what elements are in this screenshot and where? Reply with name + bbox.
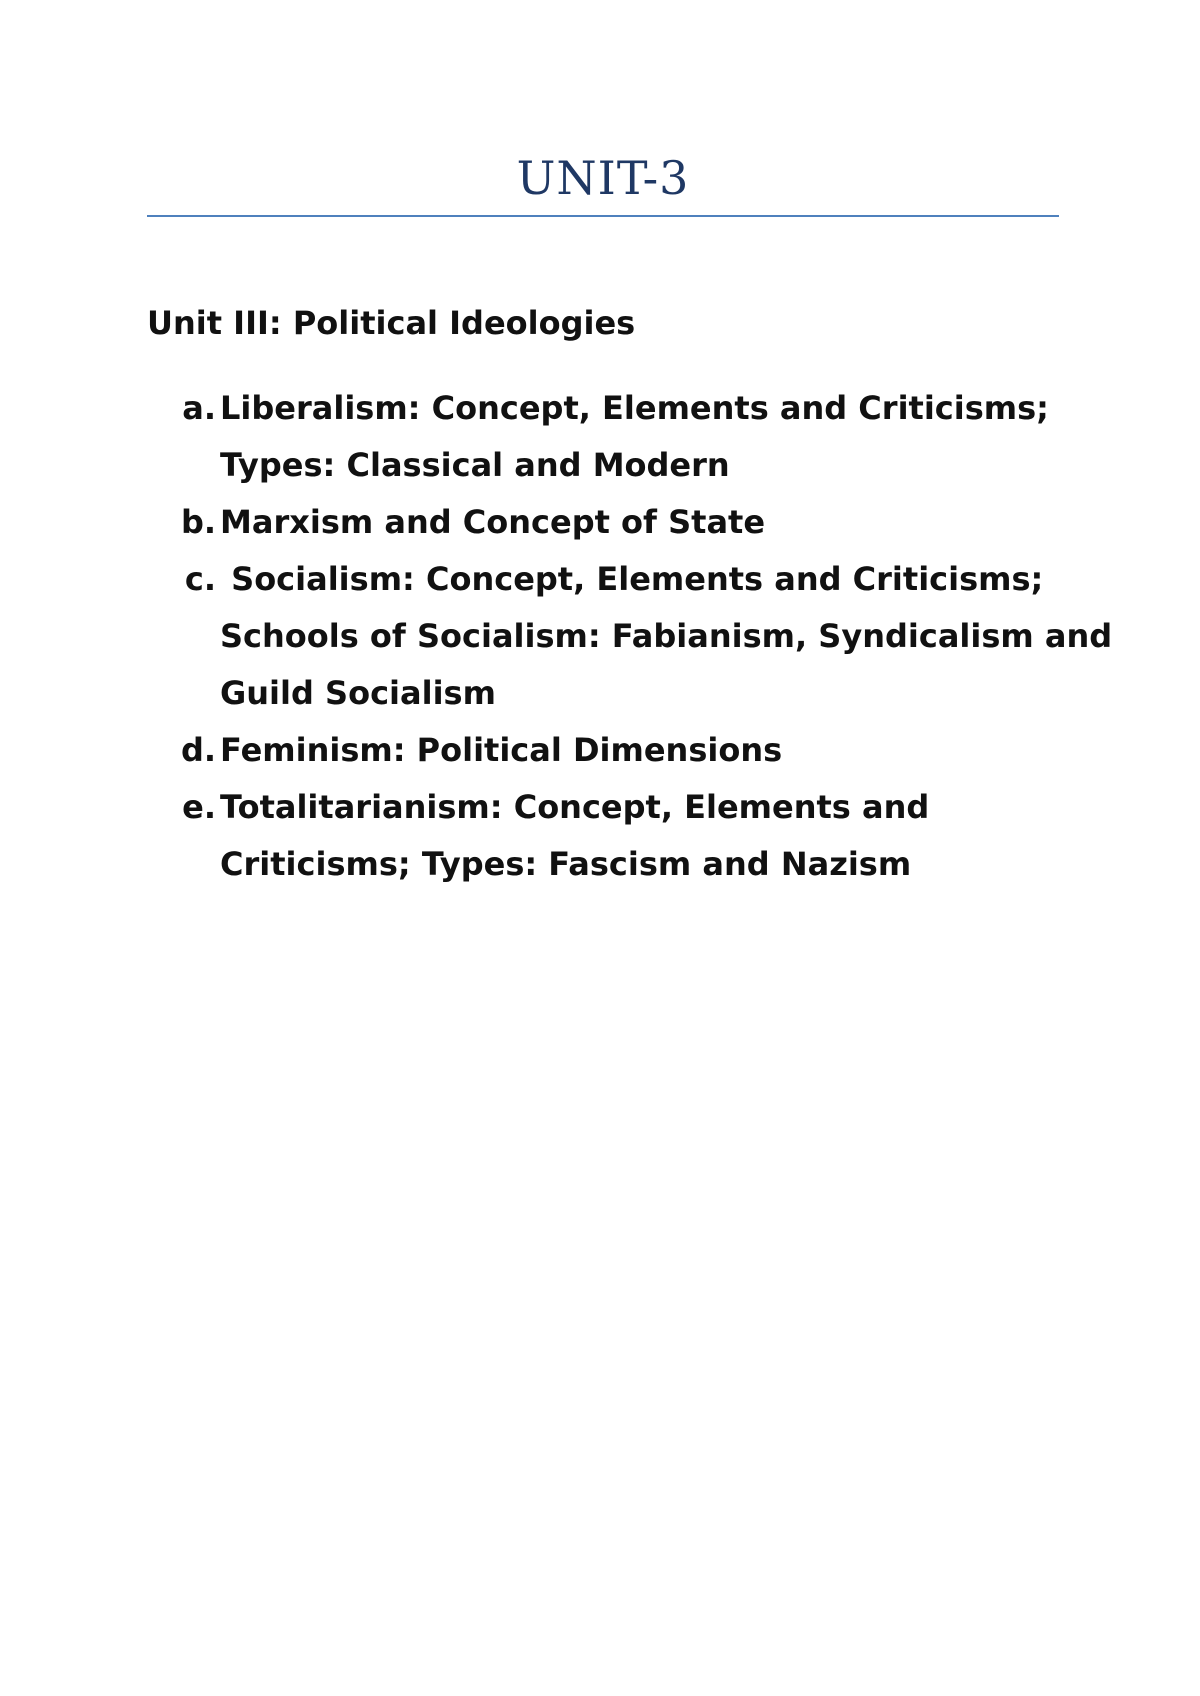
- list-item-text: [220, 380, 1067, 494]
- list-item-text: [220, 494, 1067, 551]
- list-item: [147, 722, 1067, 779]
- list-marker: e.: [182, 788, 216, 826]
- list-item-line: Guild Socialism: [220, 674, 496, 712]
- unit-subtitle: Unit III: Political Ideologies: [147, 304, 636, 342]
- list-marker: b.: [180, 503, 216, 541]
- list-item: [147, 779, 1067, 893]
- page-title: UNIT-3: [516, 151, 690, 205]
- list-marker: d.: [180, 731, 216, 769]
- list-item-line: Socialism: Concept, Elements and Criticisms;: [220, 560, 1044, 598]
- list-item: [147, 551, 1113, 722]
- list-marker: a.: [182, 389, 216, 427]
- topic-list: [147, 380, 1113, 893]
- list-item: [147, 494, 1067, 551]
- list-item-text: [220, 551, 1112, 722]
- list-marker: c.: [184, 560, 216, 598]
- list-item-text: [220, 722, 1067, 779]
- list-item-text: [220, 779, 1067, 893]
- list-item-line: Criticisms; Types: Fascism and Nazism: [220, 845, 912, 883]
- list-item-line: Schools of Socialism: Fabianism, Syndicalism and: [220, 617, 1113, 655]
- list-item-line: Types: Classical and Modern: [220, 446, 730, 484]
- title-divider: [147, 215, 1059, 217]
- list-item-line: Liberalism: Concept, Elements and Criticisms;: [220, 389, 1049, 427]
- list-item-line: Totalitarianism: Concept, Elements and: [220, 788, 930, 826]
- list-item: [147, 380, 1067, 494]
- list-item-line: Marxism and Concept of State: [220, 503, 766, 541]
- list-item-line: Feminism: Political Dimensions: [220, 731, 783, 769]
